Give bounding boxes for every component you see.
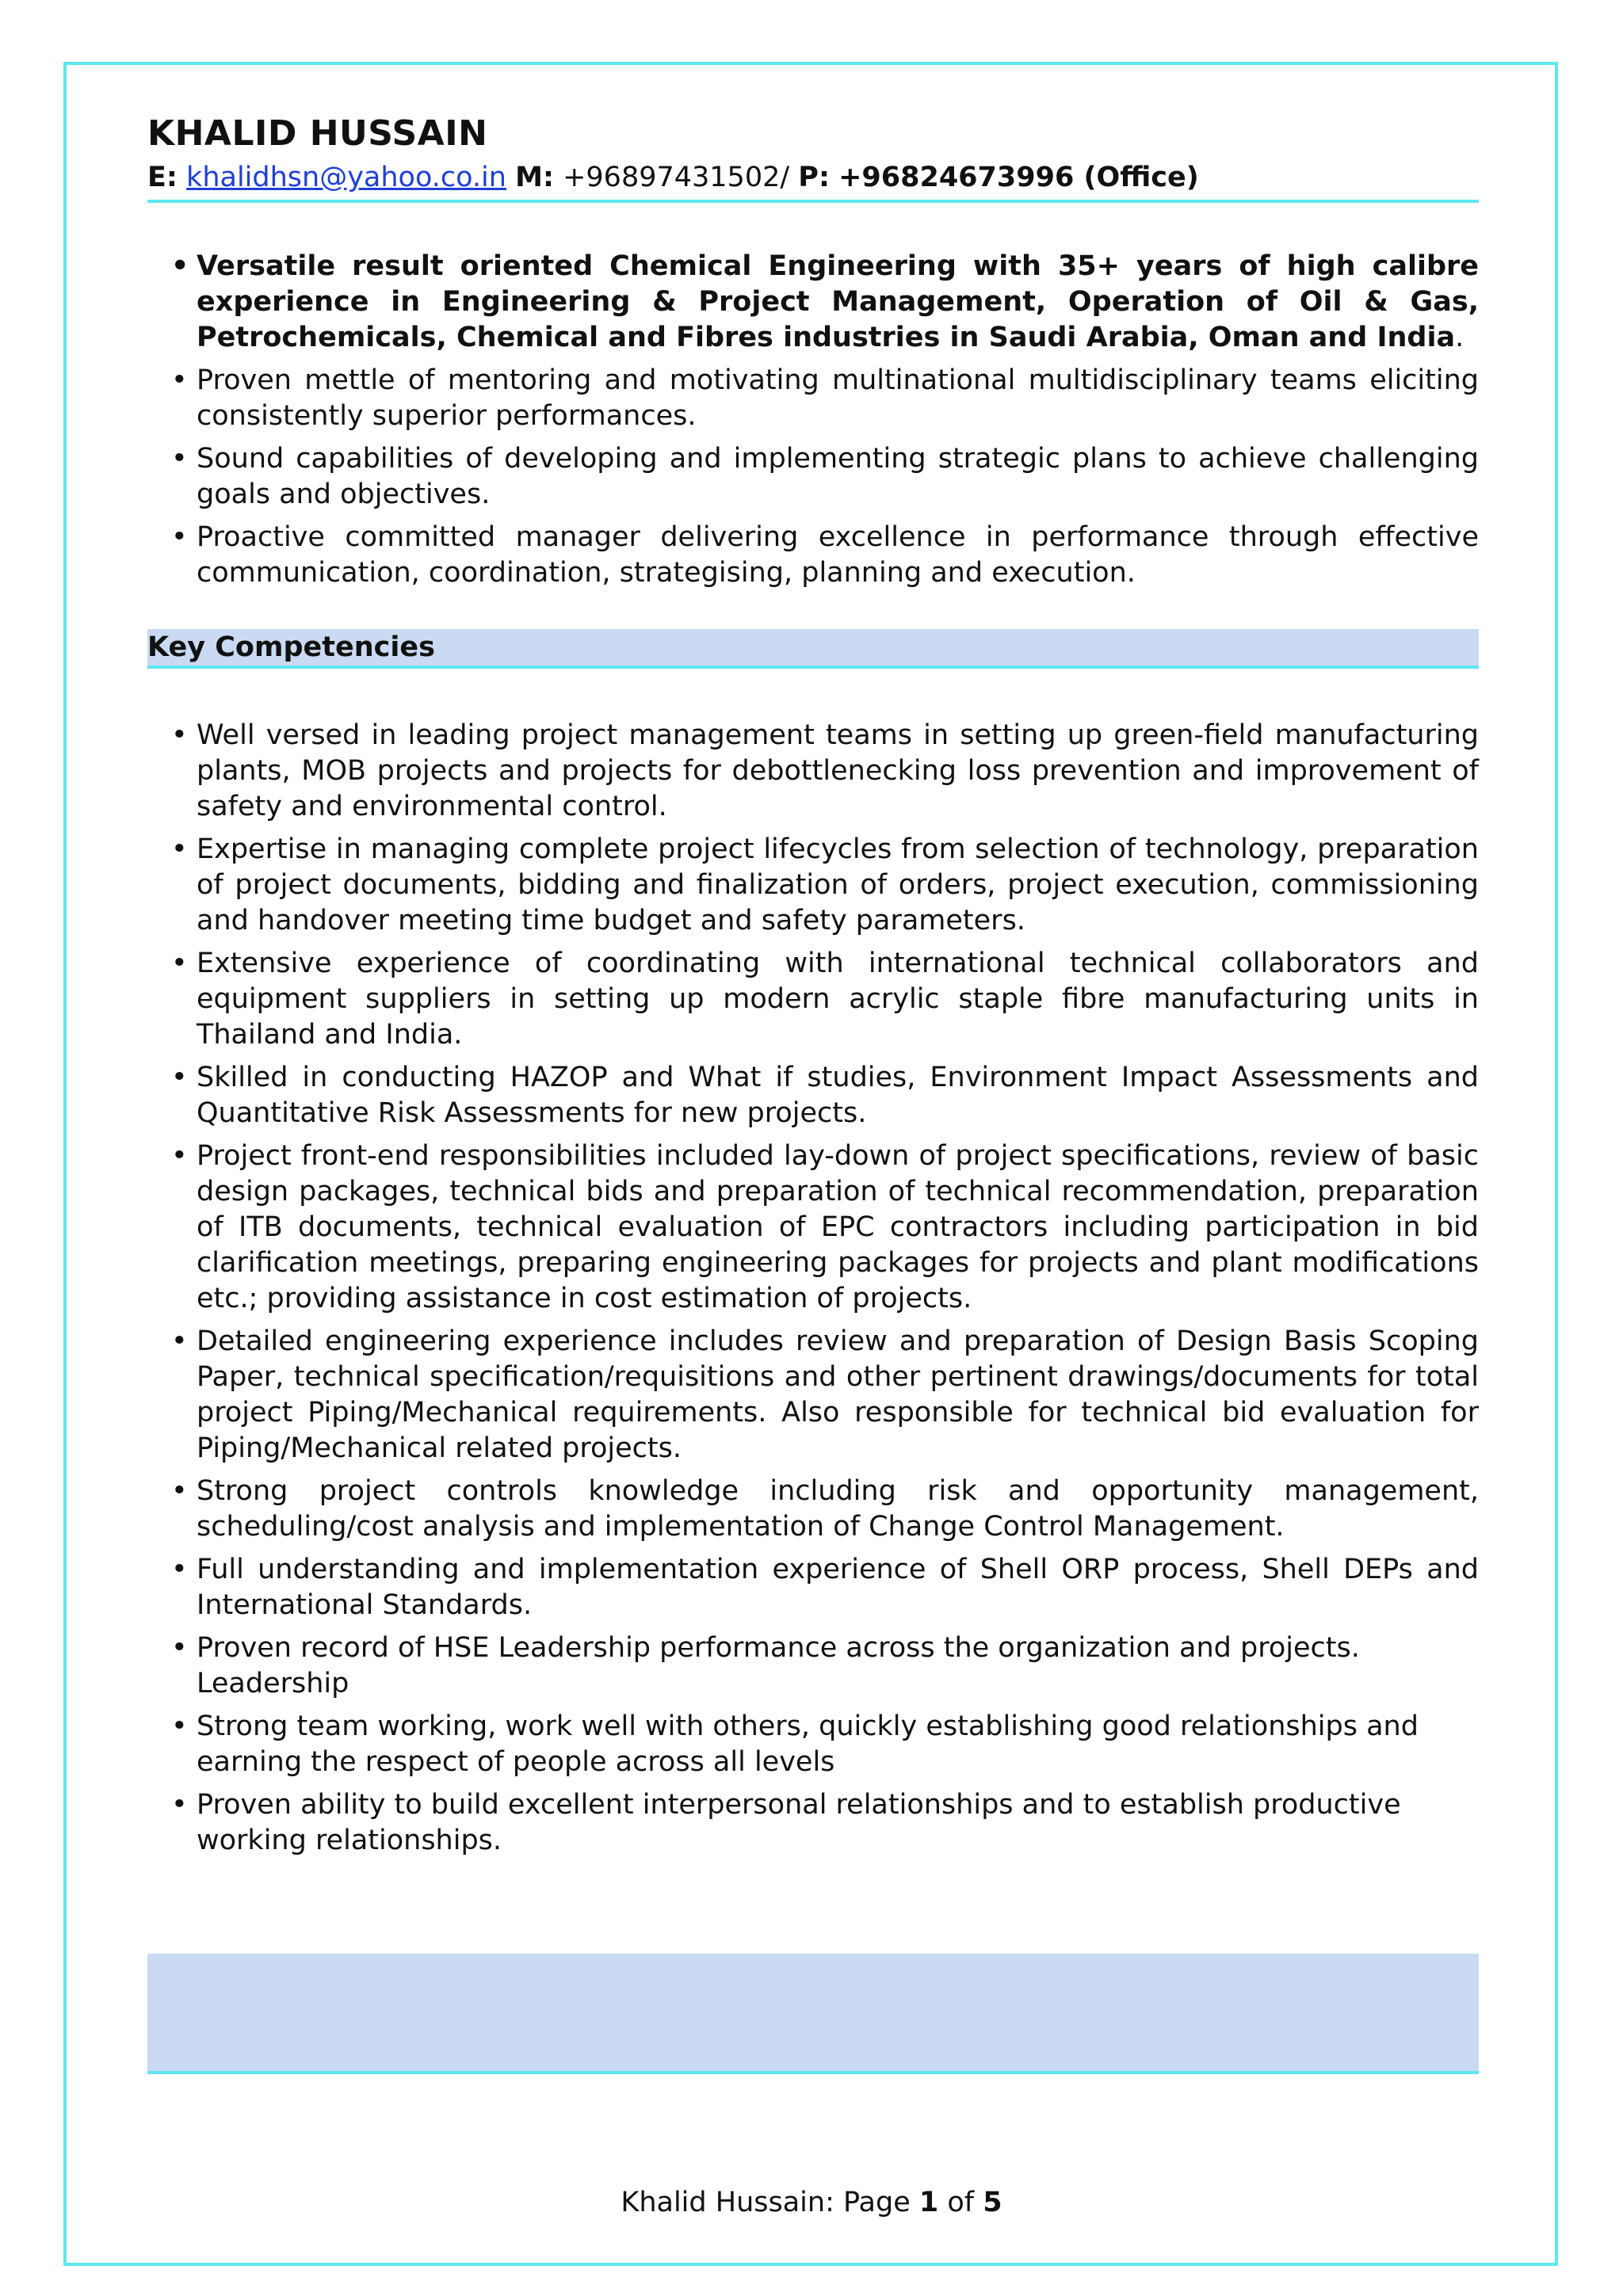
email-link[interactable]: khalidhsn@yahoo.co.in: [186, 162, 506, 193]
section-heading-key-competencies: Key Competencies: [147, 629, 1479, 669]
contact-line: [147, 158, 1479, 203]
blank-section-box: [147, 1954, 1479, 2074]
email-label: E:: [147, 162, 178, 193]
footer-prefix: Khalid Hussain: Page: [621, 2187, 911, 2218]
phone-label: P:: [798, 162, 830, 193]
summary-item: • Sound capabilities of developing and implementing strategic plans to achieve challenging goals and objectives.: [147, 441, 1479, 513]
competency-item: • Strong project controls knowledge including risk and opportunity management, scheduling/cost analysis and implementation of Change Control Management.: [147, 1474, 1479, 1545]
mobile-number: +96897431502/: [563, 162, 790, 193]
phone-number: +96824673996 (Office): [838, 162, 1199, 193]
competency-item: • Detailed engineering experience includes review and preparation of Design Basis Scoping Paper, technical specification/requisitions and other pertinent drawings/documents for total project Piping/Mechanical requirements. Also responsible for technical bid evaluation for Piping/Mechanical related projects.: [147, 1324, 1479, 1466]
competency-item: • Skilled in conducting HAZOP and What if studies, Environment Impact Assessments and Quantitative Risk Assessments for new projects.: [147, 1060, 1479, 1131]
mobile-label: M:: [515, 162, 554, 193]
summary-item: • Versatile result oriented Chemical Engineering with 35+ years of high calibre experience in Engineering & Project Management, Operation of Oil & Gas, Petrochemicals, Chemical and Fibres industries in Saudi Arabia, Oman and India.: [147, 249, 1479, 356]
competency-item: • Expertise in managing complete project lifecycles from selection of technology, preparation of project documents, bidding and finalization of orders, project execution, commissioning and handover meeting time budget and safety parameters.: [147, 832, 1479, 939]
candidate-name: KHALID HUSSAIN: [147, 113, 488, 154]
summary-item: • Proactive committed manager delivering excellence in performance through effective communication, coordination, strategising, planning and execution.: [147, 520, 1479, 591]
resume-content: [147, 111, 1479, 1866]
competency-text: Proven record of HSE Leadership performance across the organization and projects.: [197, 1632, 1360, 1664]
competency-item: [147, 1630, 1479, 1702]
summary-list: [147, 249, 1479, 591]
summary-item: • Proven mettle of mentoring and motivating multinational multidisciplinary teams eliciting consistently superior performances.: [147, 363, 1479, 434]
footer-total-pages: 5: [983, 2187, 1002, 2218]
competency-continuation: Leadership: [197, 1668, 349, 1699]
competencies-list: [147, 718, 1479, 1859]
competency-item: • Strong team working, work well with others, quickly establishing good relationships and earning the respect of people across all levels: [147, 1709, 1479, 1780]
competency-item: • Project front-end responsibilities included lay-down of project specifications, review of basic design packages, technical bids and preparation of technical recommendation, preparation of ITB documents, technical evaluation of EPC contractors including participation in bid clarification meetings, preparing engineering packages for projects and plant modifications etc.; providing assistance in cost estimation of projects.: [147, 1138, 1479, 1317]
footer-page-number: 1: [918, 2187, 939, 2218]
page-footer: [0, 2185, 1623, 2220]
footer-of: of: [947, 2187, 975, 2218]
competency-item: • Well versed in leading project management teams in setting up green-field manufacturing plants, MOB projects and projects for debottlenecking loss prevention and improvement of safety and environmental control.: [147, 718, 1479, 825]
competency-item: • Proven ability to build excellent interpersonal relationships and to establish productive working relationships.: [147, 1787, 1479, 1859]
competency-item: • Extensive experience of coordinating with international technical collaborators and equipment suppliers in setting up modern acrylic staple fibre manufacturing units in Thailand and India.: [147, 946, 1479, 1053]
competency-item: • Full understanding and implementation experience of Shell ORP process, Shell DEPs and International Standards.: [147, 1552, 1479, 1623]
